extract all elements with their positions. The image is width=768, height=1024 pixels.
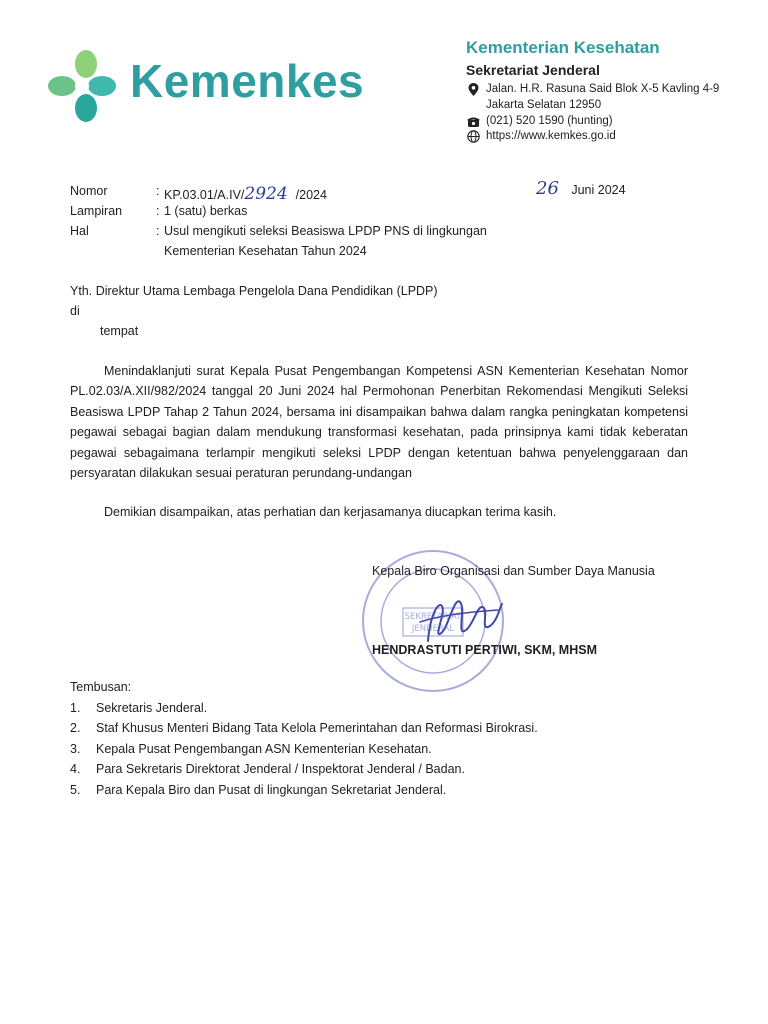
list-item: 5. Para Kepala Biro dan Pusat di lingkungan Sekretariat Jenderal. [70, 782, 447, 797]
svg-text:JENDERAL: JENDERAL [411, 624, 455, 634]
recipient-line1: Yth. Direktur Utama Lembaga Pengelola Dana Pendidikan (LPDP) [70, 284, 438, 298]
address-line-2: Jakarta Selatan 12950 [486, 99, 602, 111]
date-day-handwritten: 26 [536, 178, 559, 199]
list-item: 1. Sekretaris Jenderal. [70, 701, 208, 715]
website-link[interactable]: https://www.kemkes.go.id [486, 130, 616, 142]
hal-separator: : [156, 224, 160, 238]
phone-icon [466, 114, 480, 128]
globe-icon [466, 129, 480, 143]
hal-value-line2: Kementerian Kesehatan Tahun 2024 [164, 244, 367, 258]
recipient-line2: di [70, 304, 80, 318]
brand-name: Kemenkes [130, 55, 365, 107]
body-paragraph: Menindaklanjuti surat Kepala Pusat Pengembangan Kompetensi ASN Kementerian Kesehatan Nomor PL.02.03/A.XII/982/2024 tanggal 20 Juni 2024 hal Permohonan Penerbitan Rekomendasi Mengikuti Seleksi Beasiswa LPDP Tahap 2 Tahun 2024, bersama ini disampaikan bahwa dalam rangka peningkatan kompetensi pegawai sebagai bagian dalam mendukung transformasi kesehatan, pada prinsipnya kami tidak keberatan pegawai sebagaimana terlampir mengikuti seleksi LPDP dengan ketentuan bahwa penyelenggaraan dan persyaratan dilakukan sesuai peraturan perundang-undangan [70, 364, 688, 481]
website-line[interactable] [466, 129, 616, 143]
letter-date: 26 Juni 2024 [536, 178, 626, 199]
tembusan-title: Tembusan: [70, 680, 132, 694]
svg-text:SEKRETARIAT: SEKRETARIAT [404, 612, 462, 622]
lampiran-label: Lampiran [70, 204, 123, 218]
signatory-name: HENDRASTUTI PERTIWI, SKM, MHSM [372, 643, 597, 657]
list-item: 3. Kepala Pusat Pengembangan ASN Kementerian Kesehatan. [70, 741, 432, 756]
tembusan-list [70, 698, 538, 800]
nomor-value: KP.03.01/A.IV/2924 /2024 [164, 184, 327, 204]
list-item: 4. Para Sekretaris Direktorat Jenderal / Inspektorat Jenderal / Badan. [70, 762, 465, 777]
nomor-label: Nomor [70, 184, 108, 198]
hal-value-line1: Usul mengikuti seleksi Beasiswa LPDP PNS di lingkungan [164, 224, 487, 238]
signatory-title: Kepala Biro Organisasi dan Sumber Daya Manusia [372, 564, 655, 578]
hal-label: Hal [70, 224, 89, 238]
location-pin-icon [466, 82, 480, 96]
ministry-name: Kementerian Kesehatan [466, 38, 660, 57]
nomor-handwritten: 2924 [244, 184, 288, 204]
lampiran-value: 1 (satu) berkas [164, 204, 248, 218]
recipient-line3: tempat [100, 324, 139, 338]
phone-line: (021) 520 1590 (hunting) [466, 114, 613, 128]
nomor-separator: : [156, 184, 160, 198]
address-line: Jalan. H.R. Rasuna Said Blok X-5 Kavling 4-9 [466, 82, 719, 96]
lampiran-separator: : [156, 204, 160, 218]
secretariat-name: Sekretariat Jenderal [466, 62, 600, 78]
kemenkes-logo-icon [46, 48, 118, 124]
closing-sentence: Demikian disampaikan, atas perhatian dan kerjasamanya diucapkan terima kasih. [104, 505, 557, 519]
list-item: 2. Staf Khusus Menteri Bidang Tata Kelola Pemerintahan dan Reformasi Birokrasi. [70, 721, 538, 736]
